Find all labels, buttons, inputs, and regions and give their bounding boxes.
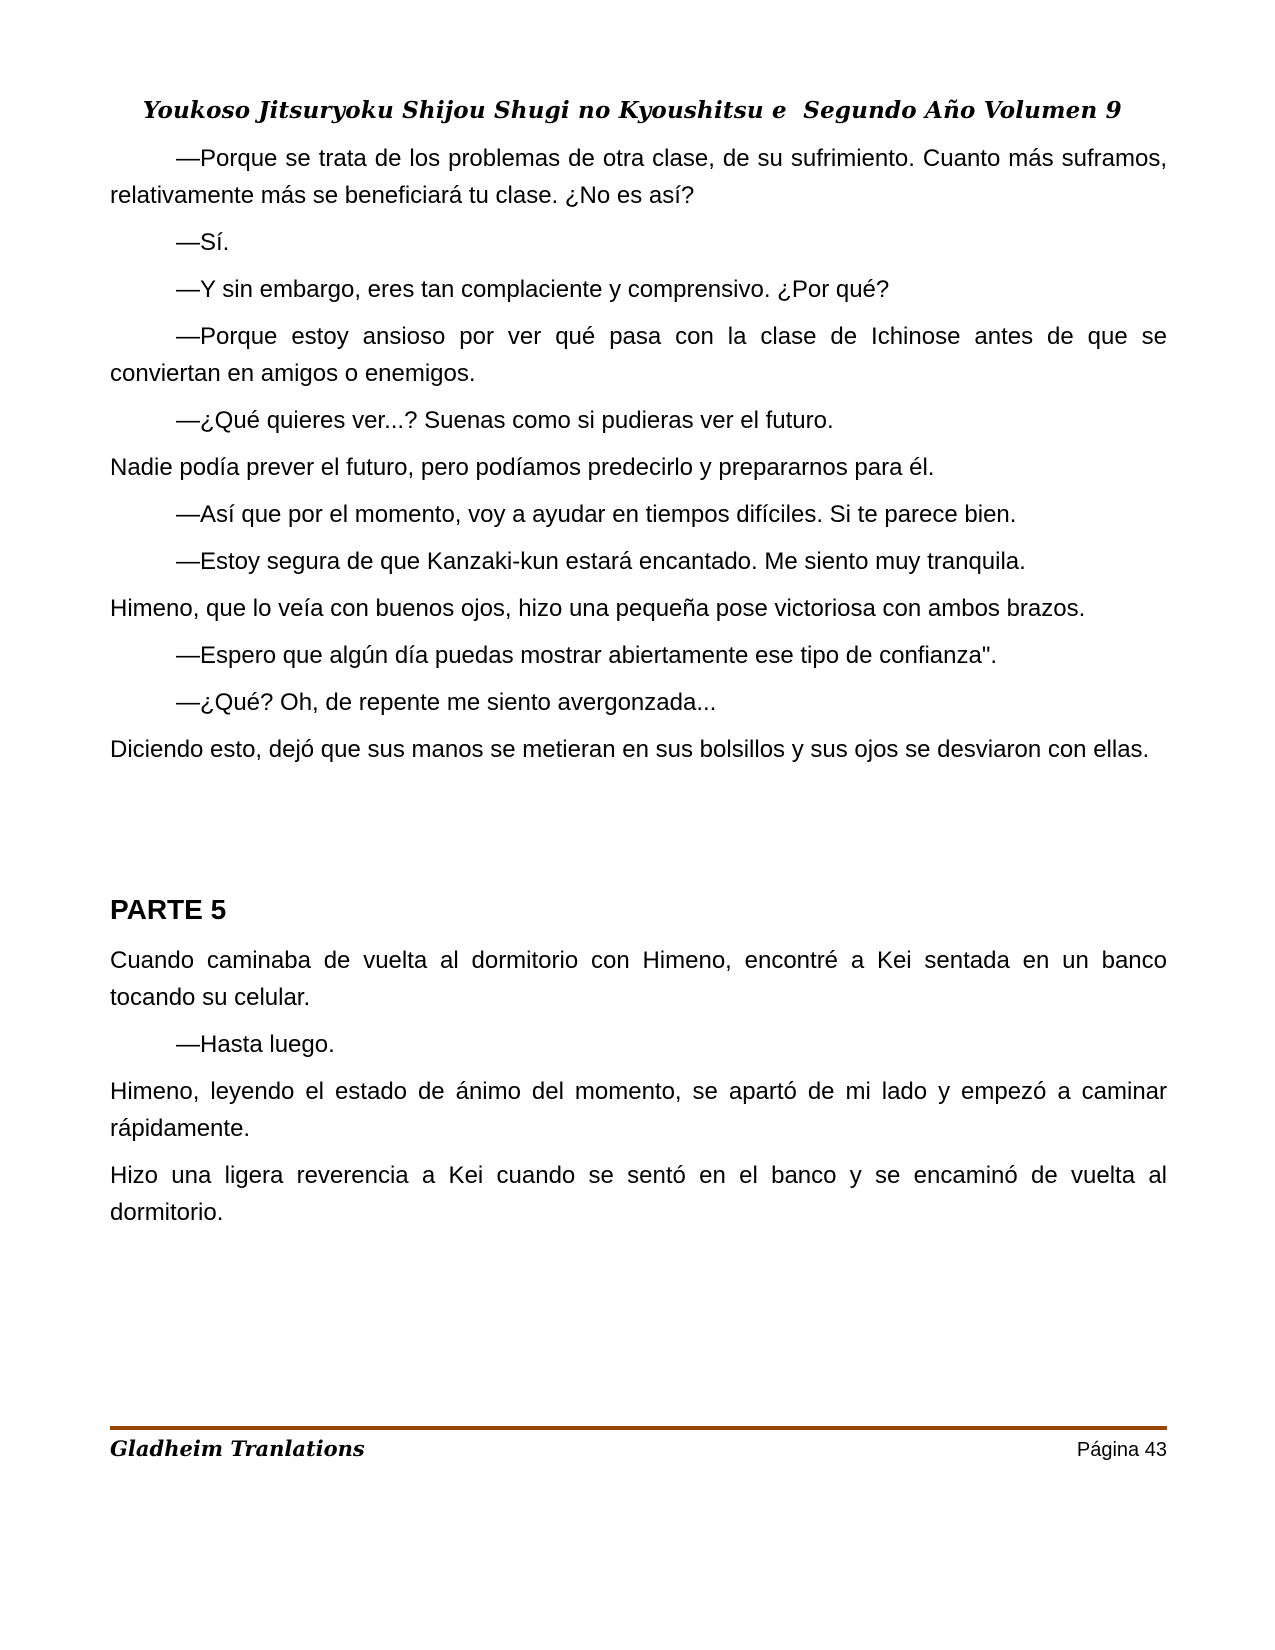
paragraph: —Espero que algún día puedas mostrar abiertamente ese tipo de confianza". [176,642,998,669]
paragraph: Himeno, leyendo el estado de ánimo del momento, se apartó de mi lado y empezó a caminar rápidamente. [110,1078,1167,1142]
paragraph: —¿Qué? Oh, de repente me siento avergonzada... [176,689,717,716]
paragraph: —Hasta luego. [176,1031,335,1058]
paragraph: Diciendo esto, dejó que sus manos se metieran en sus bolsillos y sus ojos se desviaron con ellas. [110,736,1150,763]
paragraph: —Y sin embargo, eres tan complaciente y comprensivo. ¿Por qué? [176,276,890,303]
footer-page-label: Página [1076,1439,1140,1461]
paragraph: Hizo una ligera reverencia a Kei cuando se sentó en el banco y se encaminó de vuelta al dormitorio. [110,1162,1167,1226]
page-footer [110,1426,1167,1462]
paragraph: Himeno, que lo veía con buenos ojos, hizo una pequeña pose victoriosa con ambos brazos. [110,595,1086,622]
document-body [110,140,1167,1428]
paragraph: —Sí. [176,229,230,256]
footer-page-number [1077,1439,1167,1462]
paragraph: Cuando caminaba de vuelta al dormitorio con Himeno, encontré a Kei sentada en un banco tocando su celular. [110,947,1167,1011]
paragraph: Nadie podía prever el futuro, pero podíamos predecirlo y prepararnos para él. [110,454,935,481]
section-heading: PARTE 5 [110,894,227,925]
paragraph: —Así que por el momento, voy a ayudar en tiempos difíciles. Si te parece bien. [176,501,1017,528]
footer-page-value: 43 [1144,1439,1167,1461]
paragraph: —Estoy segura de que Kanzaki-kun estará encantado. Me siento muy tranquila. [176,548,1026,575]
footer-row [110,1436,1167,1462]
section-spacer [110,778,1167,893]
paragraph: —Porque estoy ansioso por ver qué pasa con la clase de Ichinose antes de que se conviertan en amigos o enemigos. [110,323,1167,387]
paragraph: —Porque se trata de los problemas de otra clase, de su sufrimiento. Cuanto más suframos, relativamente más se beneficiará tu clase. ¿No es así? [110,145,1167,209]
header-title: Youkoso Jitsuryoku Shijou Shugi no Kyoushitsu e Segundo Año Volumen 9 [142,97,1122,124]
footer-rule [110,1426,1167,1430]
paragraph: —¿Qué quieres ver...? Suenas como si pudieras ver el futuro. [176,407,834,434]
footer-translator: Gladheim Tranlations [110,1436,365,1461]
page-header [110,70,1167,151]
